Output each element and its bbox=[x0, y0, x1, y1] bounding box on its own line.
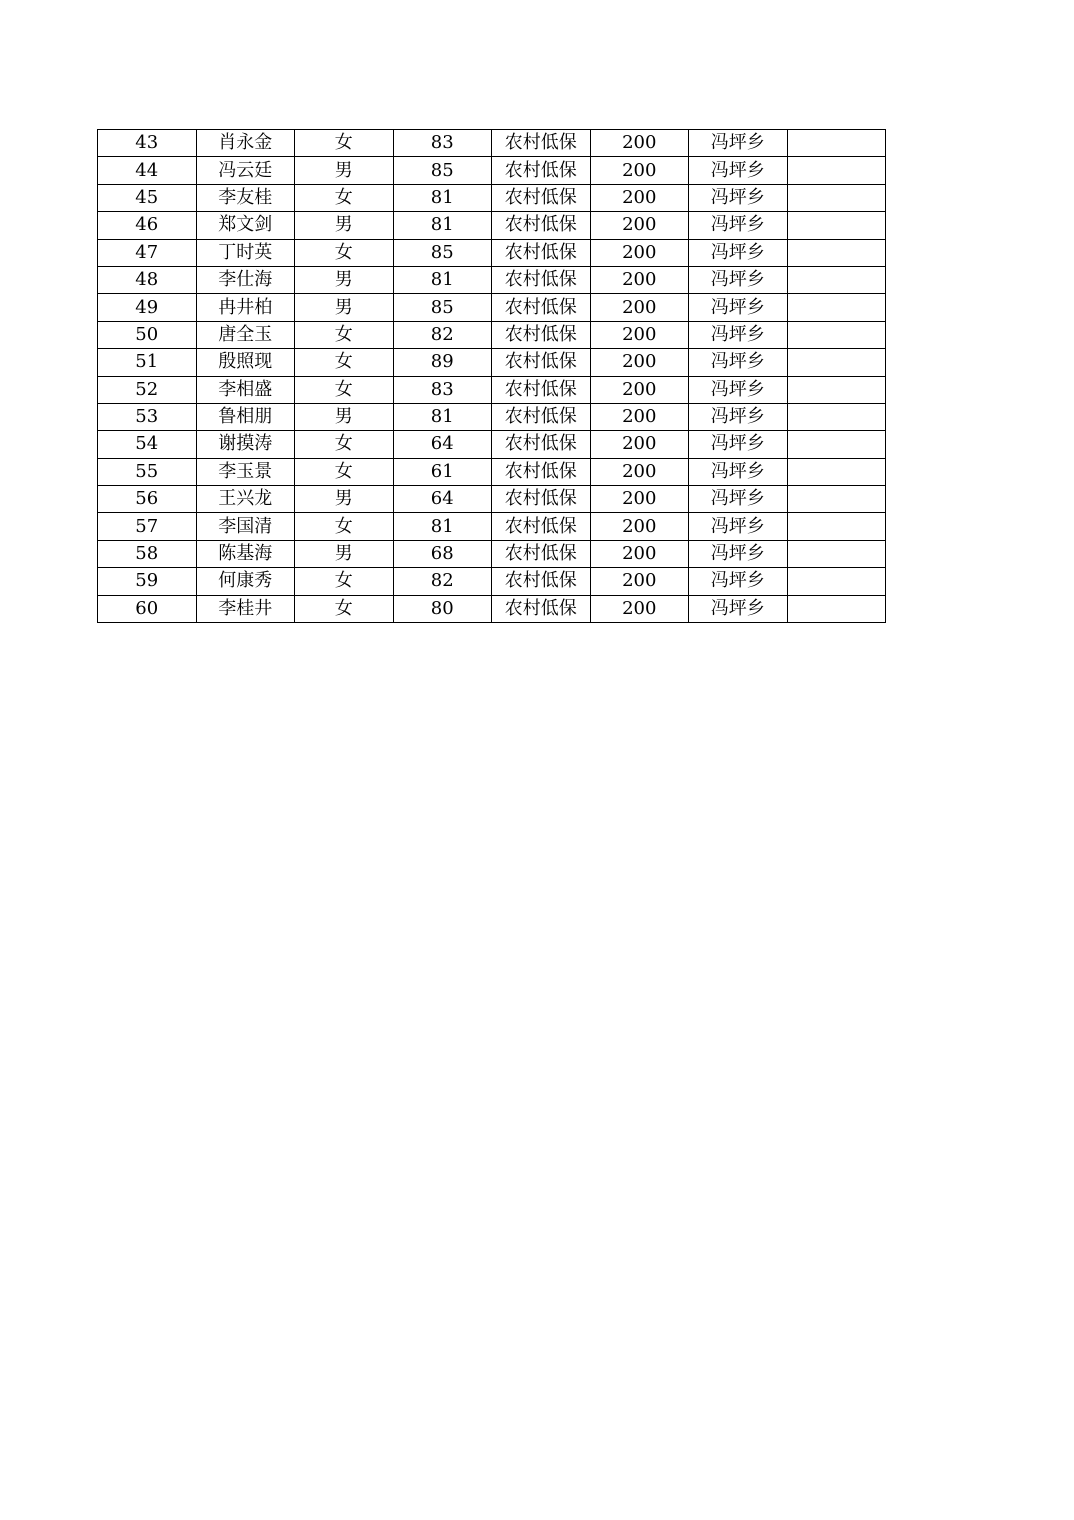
table-row bbox=[98, 349, 886, 376]
remark-cell bbox=[787, 266, 886, 293]
category-cell: 农村低保 bbox=[492, 349, 591, 376]
name-cell: 王兴龙 bbox=[196, 486, 295, 513]
gender-cell: 男 bbox=[295, 486, 394, 513]
category-cell: 农村低保 bbox=[492, 568, 591, 595]
age-cell: 81 bbox=[393, 212, 492, 239]
gender-cell: 女 bbox=[295, 458, 394, 485]
serial-cell: 44 bbox=[98, 157, 197, 184]
category-cell: 农村低保 bbox=[492, 294, 591, 321]
gender-cell: 女 bbox=[295, 349, 394, 376]
remark-cell bbox=[787, 568, 886, 595]
gender-cell: 男 bbox=[295, 157, 394, 184]
category-cell: 农村低保 bbox=[492, 212, 591, 239]
category-cell: 农村低保 bbox=[492, 458, 591, 485]
serial-cell: 47 bbox=[98, 239, 197, 266]
serial-cell: 59 bbox=[98, 568, 197, 595]
category-cell: 农村低保 bbox=[492, 513, 591, 540]
amount-cell: 200 bbox=[590, 130, 689, 157]
amount-cell: 200 bbox=[590, 403, 689, 430]
township-cell: 冯坪乡 bbox=[689, 349, 788, 376]
table-row bbox=[98, 595, 886, 622]
age-cell: 64 bbox=[393, 431, 492, 458]
amount-cell: 200 bbox=[590, 239, 689, 266]
serial-cell: 45 bbox=[98, 184, 197, 211]
township-cell: 冯坪乡 bbox=[689, 568, 788, 595]
age-cell: 82 bbox=[393, 321, 492, 348]
table-row bbox=[98, 376, 886, 403]
remark-cell bbox=[787, 431, 886, 458]
table-row bbox=[98, 540, 886, 567]
remark-cell bbox=[787, 294, 886, 321]
serial-cell: 51 bbox=[98, 349, 197, 376]
remark-cell bbox=[787, 349, 886, 376]
table-row bbox=[98, 184, 886, 211]
remark-cell bbox=[787, 184, 886, 211]
serial-cell: 52 bbox=[98, 376, 197, 403]
age-cell: 81 bbox=[393, 184, 492, 211]
township-cell: 冯坪乡 bbox=[689, 486, 788, 513]
name-cell: 鲁相朋 bbox=[196, 403, 295, 430]
gender-cell: 女 bbox=[295, 376, 394, 403]
amount-cell: 200 bbox=[590, 266, 689, 293]
serial-cell: 57 bbox=[98, 513, 197, 540]
name-cell: 李仕海 bbox=[196, 266, 295, 293]
table-row bbox=[98, 403, 886, 430]
name-cell: 肖永金 bbox=[196, 130, 295, 157]
table-row bbox=[98, 321, 886, 348]
age-cell: 81 bbox=[393, 266, 492, 293]
township-cell: 冯坪乡 bbox=[689, 212, 788, 239]
township-cell: 冯坪乡 bbox=[689, 513, 788, 540]
township-cell: 冯坪乡 bbox=[689, 458, 788, 485]
serial-cell: 46 bbox=[98, 212, 197, 239]
name-cell: 何康秀 bbox=[196, 568, 295, 595]
category-cell: 农村低保 bbox=[492, 540, 591, 567]
serial-cell: 54 bbox=[98, 431, 197, 458]
age-cell: 61 bbox=[393, 458, 492, 485]
gender-cell: 女 bbox=[295, 239, 394, 266]
name-cell: 李玉景 bbox=[196, 458, 295, 485]
amount-cell: 200 bbox=[590, 458, 689, 485]
gender-cell: 女 bbox=[295, 184, 394, 211]
table-row bbox=[98, 266, 886, 293]
amount-cell: 200 bbox=[590, 595, 689, 622]
serial-cell: 55 bbox=[98, 458, 197, 485]
gender-cell: 女 bbox=[295, 595, 394, 622]
age-cell: 83 bbox=[393, 130, 492, 157]
name-cell: 唐全玉 bbox=[196, 321, 295, 348]
category-cell: 农村低保 bbox=[492, 486, 591, 513]
age-cell: 80 bbox=[393, 595, 492, 622]
age-cell: 81 bbox=[393, 403, 492, 430]
serial-cell: 53 bbox=[98, 403, 197, 430]
amount-cell: 200 bbox=[590, 513, 689, 540]
gender-cell: 男 bbox=[295, 212, 394, 239]
remark-cell bbox=[787, 157, 886, 184]
table-row bbox=[98, 568, 886, 595]
age-cell: 89 bbox=[393, 349, 492, 376]
category-cell: 农村低保 bbox=[492, 130, 591, 157]
table-row bbox=[98, 239, 886, 266]
gender-cell: 女 bbox=[295, 431, 394, 458]
amount-cell: 200 bbox=[590, 486, 689, 513]
name-cell: 殷照现 bbox=[196, 349, 295, 376]
table-row bbox=[98, 458, 886, 485]
category-cell: 农村低保 bbox=[492, 239, 591, 266]
remark-cell bbox=[787, 595, 886, 622]
township-cell: 冯坪乡 bbox=[689, 266, 788, 293]
serial-cell: 43 bbox=[98, 130, 197, 157]
amount-cell: 200 bbox=[590, 157, 689, 184]
category-cell: 农村低保 bbox=[492, 403, 591, 430]
township-cell: 冯坪乡 bbox=[689, 294, 788, 321]
gender-cell: 男 bbox=[295, 403, 394, 430]
amount-cell: 200 bbox=[590, 184, 689, 211]
category-cell: 农村低保 bbox=[492, 266, 591, 293]
age-cell: 81 bbox=[393, 513, 492, 540]
remark-cell bbox=[787, 130, 886, 157]
table-row bbox=[98, 513, 886, 540]
table-row bbox=[98, 294, 886, 321]
age-cell: 85 bbox=[393, 157, 492, 184]
table-body bbox=[98, 130, 886, 623]
remark-cell bbox=[787, 513, 886, 540]
remark-cell bbox=[787, 376, 886, 403]
remark-cell bbox=[787, 212, 886, 239]
table-row bbox=[98, 431, 886, 458]
township-cell: 冯坪乡 bbox=[689, 431, 788, 458]
category-cell: 农村低保 bbox=[492, 376, 591, 403]
gender-cell: 女 bbox=[295, 513, 394, 540]
amount-cell: 200 bbox=[590, 321, 689, 348]
gender-cell: 女 bbox=[295, 568, 394, 595]
gender-cell: 男 bbox=[295, 266, 394, 293]
name-cell: 冉井柏 bbox=[196, 294, 295, 321]
serial-cell: 49 bbox=[98, 294, 197, 321]
township-cell: 冯坪乡 bbox=[689, 130, 788, 157]
name-cell: 郑文剑 bbox=[196, 212, 295, 239]
remark-cell bbox=[787, 321, 886, 348]
serial-cell: 60 bbox=[98, 595, 197, 622]
township-cell: 冯坪乡 bbox=[689, 321, 788, 348]
amount-cell: 200 bbox=[590, 376, 689, 403]
name-cell: 冯云廷 bbox=[196, 157, 295, 184]
gender-cell: 男 bbox=[295, 294, 394, 321]
table-row bbox=[98, 486, 886, 513]
serial-cell: 48 bbox=[98, 266, 197, 293]
age-cell: 64 bbox=[393, 486, 492, 513]
amount-cell: 200 bbox=[590, 568, 689, 595]
gender-cell: 女 bbox=[295, 130, 394, 157]
amount-cell: 200 bbox=[590, 349, 689, 376]
name-cell: 李桂井 bbox=[196, 595, 295, 622]
serial-cell: 56 bbox=[98, 486, 197, 513]
category-cell: 农村低保 bbox=[492, 595, 591, 622]
township-cell: 冯坪乡 bbox=[689, 376, 788, 403]
township-cell: 冯坪乡 bbox=[689, 595, 788, 622]
remark-cell bbox=[787, 239, 886, 266]
name-cell: 谢摸涛 bbox=[196, 431, 295, 458]
age-cell: 68 bbox=[393, 540, 492, 567]
age-cell: 85 bbox=[393, 239, 492, 266]
serial-cell: 58 bbox=[98, 540, 197, 567]
category-cell: 农村低保 bbox=[492, 431, 591, 458]
age-cell: 83 bbox=[393, 376, 492, 403]
name-cell: 陈基海 bbox=[196, 540, 295, 567]
remark-cell bbox=[787, 403, 886, 430]
amount-cell: 200 bbox=[590, 431, 689, 458]
table-row bbox=[98, 157, 886, 184]
remark-cell bbox=[787, 458, 886, 485]
age-cell: 82 bbox=[393, 568, 492, 595]
name-cell: 李国清 bbox=[196, 513, 295, 540]
remark-cell bbox=[787, 486, 886, 513]
category-cell: 农村低保 bbox=[492, 184, 591, 211]
name-cell: 李友桂 bbox=[196, 184, 295, 211]
name-cell: 丁时英 bbox=[196, 239, 295, 266]
remark-cell bbox=[787, 540, 886, 567]
amount-cell: 200 bbox=[590, 294, 689, 321]
table-row bbox=[98, 130, 886, 157]
gender-cell: 男 bbox=[295, 540, 394, 567]
amount-cell: 200 bbox=[590, 212, 689, 239]
township-cell: 冯坪乡 bbox=[689, 239, 788, 266]
gender-cell: 女 bbox=[295, 321, 394, 348]
township-cell: 冯坪乡 bbox=[689, 540, 788, 567]
table-row bbox=[98, 212, 886, 239]
township-cell: 冯坪乡 bbox=[689, 184, 788, 211]
serial-cell: 50 bbox=[98, 321, 197, 348]
category-cell: 农村低保 bbox=[492, 157, 591, 184]
category-cell: 农村低保 bbox=[492, 321, 591, 348]
amount-cell: 200 bbox=[590, 540, 689, 567]
beneficiary-table bbox=[97, 129, 886, 623]
township-cell: 冯坪乡 bbox=[689, 403, 788, 430]
name-cell: 李相盛 bbox=[196, 376, 295, 403]
township-cell: 冯坪乡 bbox=[689, 157, 788, 184]
age-cell: 85 bbox=[393, 294, 492, 321]
